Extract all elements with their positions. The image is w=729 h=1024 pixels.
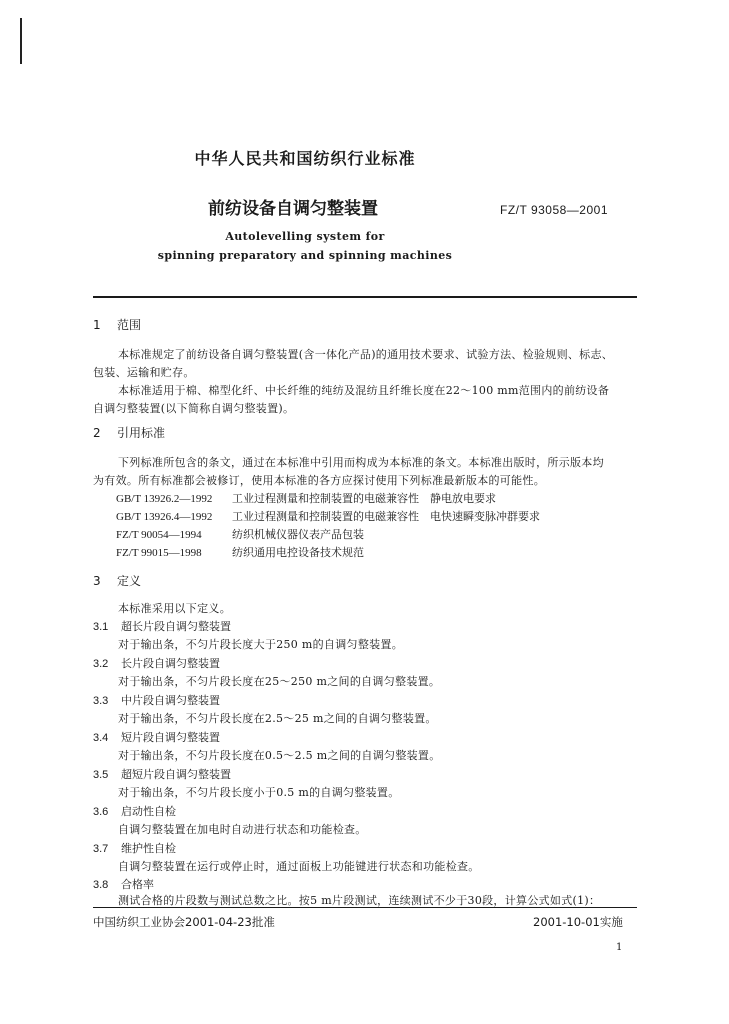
clause-number: 3.3	[93, 695, 109, 707]
reference-title: 工业过程测量和控制装置的电磁兼容性 电快速瞬变脉冲群要求	[232, 510, 540, 523]
normative-reference	[116, 490, 496, 506]
definition-term	[93, 840, 176, 856]
paragraph-line: 下列标准所包含的条文，通过在本标准中引用而构成为本标准的条文。本标准出版时，所示版本均	[118, 456, 604, 469]
term-text: 长片段自调匀整装置	[121, 657, 220, 670]
reference-code: GB/T 13926.2—1992	[116, 493, 213, 505]
paragraph-line: 为有效。所有标准都会被修订，使用本标准的各方应探讨使用下列标准最新版本的可能性。	[93, 474, 545, 487]
reference-title: 纺织通用电控设备技术规范	[232, 546, 364, 559]
implementation-date: 2001-10-01实施	[533, 915, 623, 929]
definition-text: 自调匀整装置在运行或停止时，通过面板上功能键进行状态和功能检查。	[118, 860, 480, 873]
clause-number: 3.6	[93, 806, 109, 818]
footer-divider	[93, 907, 637, 908]
section-number: 2	[93, 426, 101, 440]
section-title: 引用标准	[117, 426, 166, 440]
paragraph-line: 自调匀整装置(以下简称自调匀整装置)。	[93, 402, 295, 415]
definition-text: 对于输出条，不匀片段长度在0.5～2.5 m之间的自调匀整装置。	[118, 749, 441, 762]
term-text: 短片段自调匀整装置	[121, 731, 220, 744]
page-number: 1	[616, 942, 623, 953]
normative-reference	[116, 526, 364, 542]
issuing-organization: 中华人民共和国纺织行业标准	[194, 149, 416, 168]
standard-number: FZ/T 93058—2001	[500, 203, 609, 217]
section-1-heading	[93, 316, 141, 333]
header-divider	[93, 296, 637, 298]
approval-date: 中国纺织工业协会2001-04-23批准	[93, 915, 275, 929]
definition-term	[93, 876, 154, 892]
definition-term	[93, 766, 231, 782]
term-text: 合格率	[121, 878, 154, 891]
document-title: 前纺设备自调匀整装置	[208, 199, 378, 219]
clause-number: 3.7	[93, 843, 109, 855]
paragraph-line: 包装、运输和贮存。	[93, 366, 195, 379]
clause-number: 3.4	[93, 732, 109, 744]
term-text: 超短片段自调匀整装置	[121, 768, 231, 781]
paragraph-line: 本标准规定了前纺设备自调匀整装置(含一体化产品)的通用技术要求、试验方法、检验规则、标志、	[118, 348, 614, 361]
term-text: 启动性自检	[121, 805, 176, 818]
section-3-heading	[93, 572, 141, 589]
normative-reference	[116, 544, 364, 560]
english-title-line-2: spinning preparatory and spinning machines	[157, 249, 453, 262]
reference-code: FZ/T 99015—1998	[116, 547, 202, 559]
definition-text: 对于输出条，不匀片段长度在2.5～25 m之间的自调匀整装置。	[118, 712, 437, 725]
definition-text: 对于输出条，不匀片段长度大于250 m的自调匀整装置。	[118, 638, 404, 651]
reference-title: 纺织机械仪器仪表产品包装	[232, 528, 364, 541]
paragraph-line: 本标准采用以下定义。	[118, 602, 231, 615]
normative-reference	[116, 508, 540, 524]
definition-text: 对于输出条，不匀片段长度在25～250 m之间的自调匀整装置。	[118, 675, 441, 688]
term-text: 超长片段自调匀整装置	[121, 620, 231, 633]
english-title-line-1: Autolevelling system for	[225, 230, 385, 243]
definition-text: 自调匀整装置在加电时自动进行状态和功能检查。	[118, 823, 367, 836]
section-number: 1	[93, 318, 101, 332]
definition-term	[93, 618, 231, 634]
section-title: 范围	[117, 318, 142, 332]
definition-term	[93, 692, 220, 708]
paragraph-line: 本标准适用于棉、棉型化纤、中长纤维的纯纺及混纺且纤维长度在22～100 mm范围内的前纺设备	[118, 384, 610, 397]
term-text: 维护性自检	[121, 842, 176, 855]
term-text: 中片段自调匀整装置	[121, 694, 220, 707]
reference-code: GB/T 13926.4—1992	[116, 511, 213, 523]
section-title: 定义	[117, 574, 142, 588]
reference-title: 工业过程测量和控制装置的电磁兼容性 静电放电要求	[232, 492, 496, 505]
clause-number: 3.2	[93, 658, 109, 670]
section-number: 3	[93, 574, 101, 588]
clause-number: 3.5	[93, 769, 109, 781]
clause-number: 3.1	[93, 621, 109, 633]
definition-text: 测试合格的片段数与测试总数之比。按5 m片段测试，连续测试不少于30段，计算公式如式(1)：	[118, 894, 601, 907]
clause-number: 3.8	[93, 879, 109, 891]
definition-term	[93, 655, 220, 671]
definition-text: 对于输出条，不匀片段长度小于0.5 m的自调匀整装置。	[118, 786, 400, 799]
definition-term	[93, 729, 220, 745]
section-2-heading	[93, 424, 165, 441]
scan-edge-mark	[20, 18, 22, 64]
definition-term	[93, 803, 176, 819]
reference-code: FZ/T 90054—1994	[116, 529, 202, 541]
